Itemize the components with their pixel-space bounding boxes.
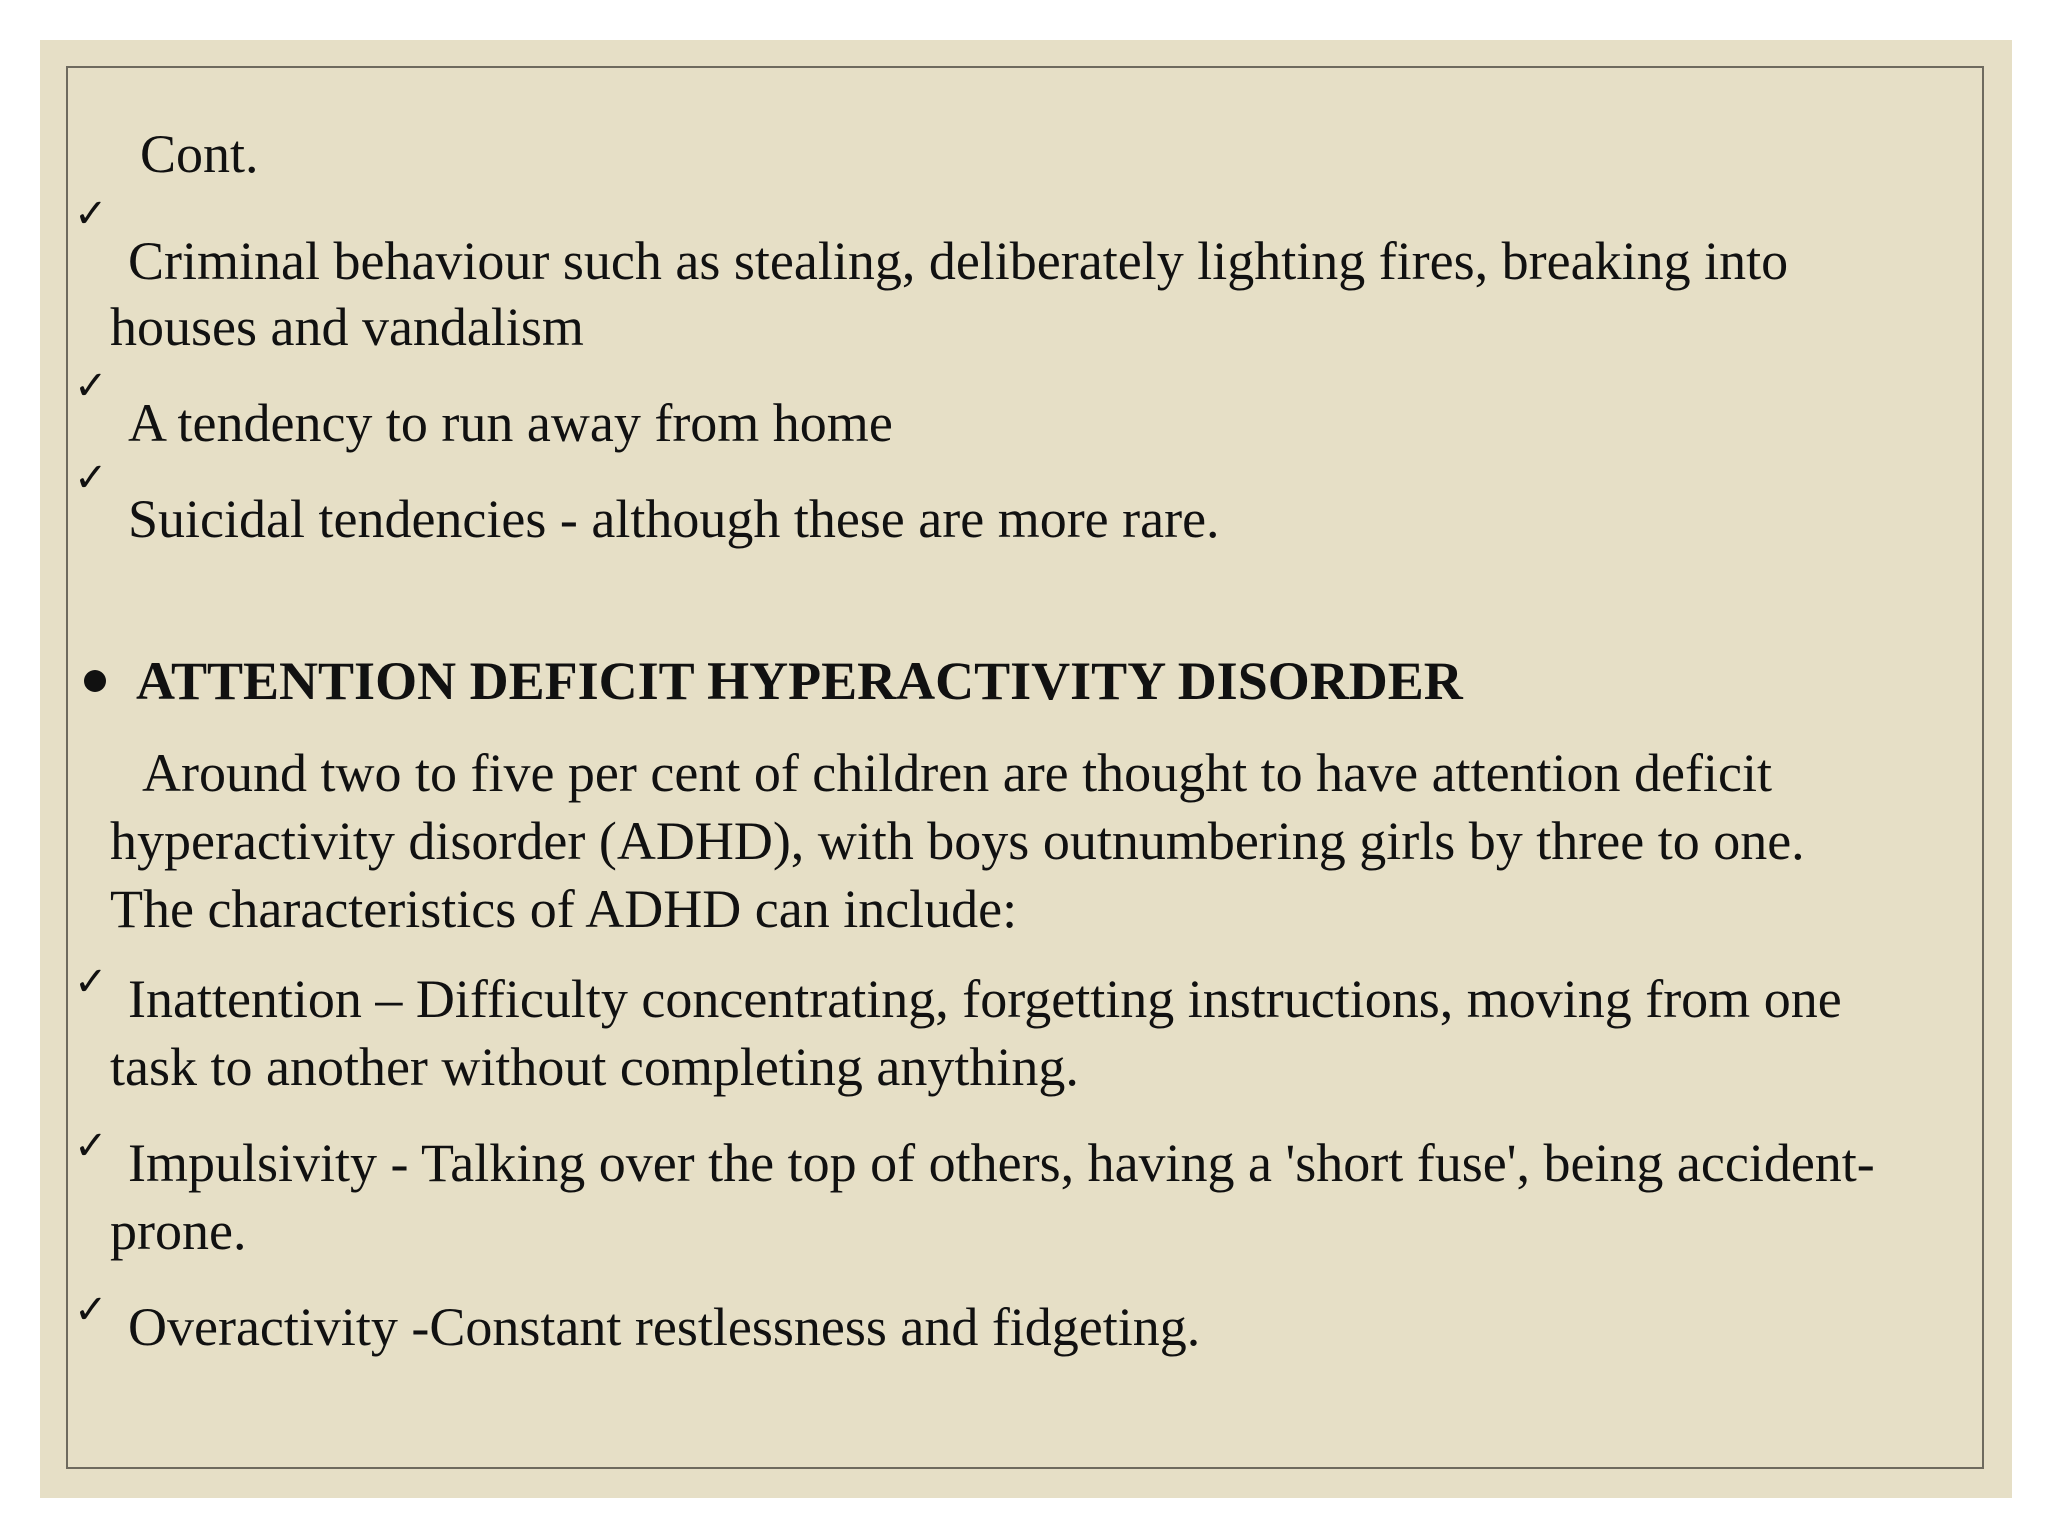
paragraph-line: Around two to five per cent of children are thought to have attention deficit <box>142 743 1772 803</box>
list-item-line: Overactivity -Constant restlessness and fidgeting. <box>128 1297 1201 1357</box>
list-item-line: Impulsivity - Talking over the top of others, having a 'short fuse', being accident- <box>128 1133 1875 1193</box>
check-icon: ✓ <box>74 363 108 409</box>
check-icon: ✓ <box>74 959 108 1005</box>
paragraph-line: The characteristics of ADHD can include: <box>110 879 1018 939</box>
list-item-line: Criminal behaviour such as stealing, deliberately lighting fires, breaking into <box>128 231 1789 291</box>
list-item-line: task to another without completing anything. <box>110 1037 1079 1097</box>
bullet-dot-icon <box>84 670 106 692</box>
check-icon: ✓ <box>74 191 108 237</box>
check-icon: ✓ <box>74 1287 108 1333</box>
paragraph-line: hyperactivity disorder (ADHD), with boys outnumbering girls by three to one. <box>110 811 1805 871</box>
check-icon: ✓ <box>74 1123 108 1169</box>
cont-label: Cont. <box>140 124 259 184</box>
check-icon: ✓ <box>74 455 108 501</box>
list-item-line: A tendency to run away from home <box>128 393 893 453</box>
list-item-line: houses and vandalism <box>110 297 584 357</box>
list-item-line: Inattention – Difficulty concentrating, forgetting instructions, moving from one <box>128 969 1842 1029</box>
list-item-line: Suicidal tendencies - although these are more rare. <box>128 489 1220 549</box>
slide <box>40 40 2012 1498</box>
section-heading: ATTENTION DEFICIT HYPERACTIVITY DISORDER <box>136 651 1463 711</box>
list-item-line: prone. <box>110 1201 247 1261</box>
